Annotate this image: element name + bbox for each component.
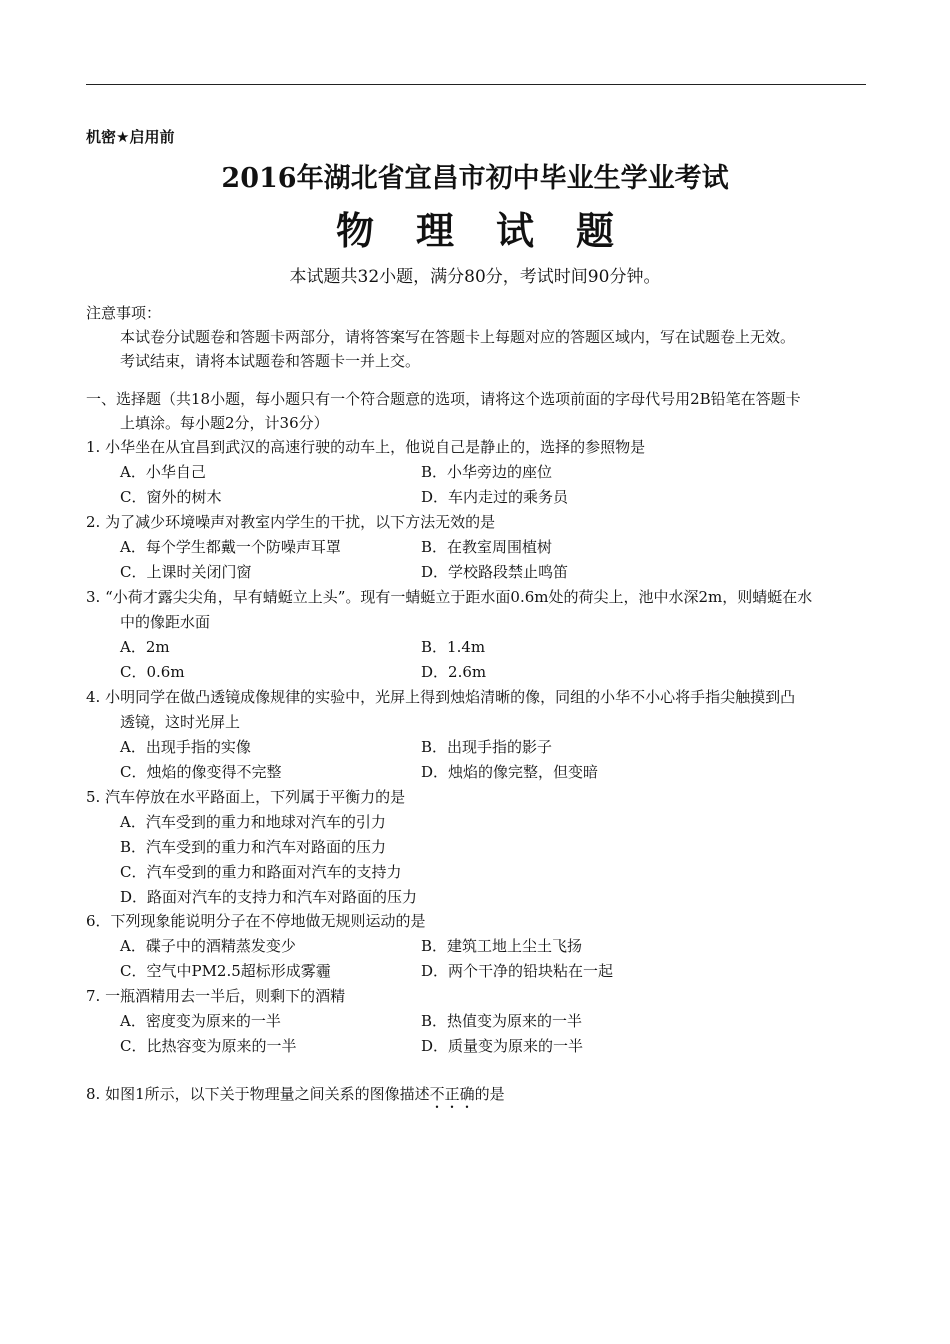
question-5-option-b: B．汽车受到的重力和汽车对路面的压力 [120, 838, 387, 856]
question-2-option-b: B．在教室周围植树 [421, 538, 553, 556]
question-5-option-d: D．路面对汽车的支持力和汽车对路面的压力 [120, 888, 418, 906]
question-1-option-d: D．车内走过的乘务员 [421, 488, 569, 506]
notice-title: 注意事项： [86, 304, 162, 322]
question-6-option-d: D．两个干净的铅块粘在一起 [421, 962, 614, 980]
question-8-stem [86, 1084, 505, 1112]
question-2-option-c: C．上课时关闭门窗 [120, 563, 252, 581]
question-2-option-a: A．每个学生都戴一个防噪声耳罩 [120, 538, 341, 556]
question-6-option-c: C．空气中PM2.5超标形成雾霾 [120, 962, 331, 980]
exam-title: 2016年湖北省宜昌市初中毕业生学业考试 [221, 163, 729, 194]
question-2-option-d: D．学校路段禁止鸣笛 [421, 563, 569, 581]
question-3-option-c: C．0.6m [120, 663, 185, 681]
question-3-option-d: D．2.6m [421, 663, 487, 681]
question-8-stem-emphasis: 不正确 [429, 1085, 475, 1103]
question-7-option-a: A．密度变为原来的一半 [120, 1012, 281, 1030]
question-6-option-a: A．碟子中的酒精蒸发变少 [120, 937, 296, 955]
question-4-stem-cont: 透镜，这时光屏上 [120, 713, 241, 731]
question-4-option-b: B．出现手指的影子 [421, 738, 553, 756]
notice-line-1: 本试卷分试题卷和答题卡两部分，请将答案写在答题卡上每题对应的答题区域内，写在试题卷上无效。 [120, 328, 796, 346]
confidential-label: 机密★启用前 [86, 128, 175, 146]
question-7-option-c: C．比热容变为原来的一半 [120, 1037, 297, 1055]
question-6-stem: 6．下列现象能说明分子在不停地做无规则运动的是 [86, 912, 426, 930]
question-8-stem-after: 的是 [474, 1085, 505, 1103]
question-4-option-a: A．出现手指的实像 [120, 738, 251, 756]
section-title-cont: 上填涂。每小题2分，计36分） [120, 414, 329, 432]
question-3-option-a: A．2m [120, 638, 170, 656]
header-rule [86, 84, 866, 85]
question-5-stem: 5. 汽车停放在水平路面上，下列属于平衡力的是 [86, 788, 406, 806]
question-1-option-a: A．小华自己 [120, 463, 206, 481]
question-5-option-a: A．汽车受到的重力和地球对汽车的引力 [120, 813, 386, 831]
question-3-stem: 3. “小荷才露尖尖角，早有蜻蜓立上头”。现有一蜻蜓立于距水面0.6m处的荷尖上，池中水深2m，则蜻蜓在水 [86, 588, 813, 606]
question-7-option-b: B．热值变为原来的一半 [421, 1012, 583, 1030]
question-1-option-b: B．小华旁边的座位 [421, 463, 553, 481]
question-7-stem: 7. 一瓶酒精用去一半后，则剩下的酒精 [86, 987, 346, 1005]
question-8-stem-before: 8. 如图1所示，以下关于物理量之间关系的图像描述 [86, 1085, 430, 1103]
question-4-stem: 4. 小明同学在做凸透镜成像规律的实验中，光屏上得到烛焰清晰的像，同组的小华不小心将手指尖触摸到凸 [86, 688, 796, 706]
subject-title: 物理试题 [335, 208, 656, 253]
question-5-option-c: C．汽车受到的重力和路面对汽车的支持力 [120, 863, 402, 881]
question-6-option-b: B．建筑工地上尘土飞扬 [421, 937, 583, 955]
question-4-option-d: D．烛焰的像完整，但变暗 [421, 763, 599, 781]
question-3-stem-cont: 中的像距水面 [120, 613, 211, 631]
question-7-option-d: D．质量变为原来的一半 [421, 1037, 584, 1055]
question-1-option-c: C．窗外的树木 [120, 488, 222, 506]
question-2-stem: 2. 为了减少环境噪声对教室内学生的干扰，以下方法无效的是 [86, 513, 496, 531]
notice-line-2: 考试结束，请将本试题卷和答题卡一并上交。 [120, 352, 421, 370]
question-3-option-b: B．1.4m [421, 638, 486, 656]
section-title: 一、选择题（共18小题，每小题只有一个符合题意的选项，请将这个选项前面的字母代号用2B铅笔在答题卡 [86, 390, 801, 408]
question-4-option-c: C．烛焰的像变得不完整 [120, 763, 282, 781]
question-1-stem: 1. 小华坐在从宜昌到武汉的高速行驶的动车上，他说自己是静止的，选择的参照物是 [86, 438, 646, 456]
exam-info: 本试题共32小题，满分80分，考试时间90分钟。 [289, 267, 661, 287]
